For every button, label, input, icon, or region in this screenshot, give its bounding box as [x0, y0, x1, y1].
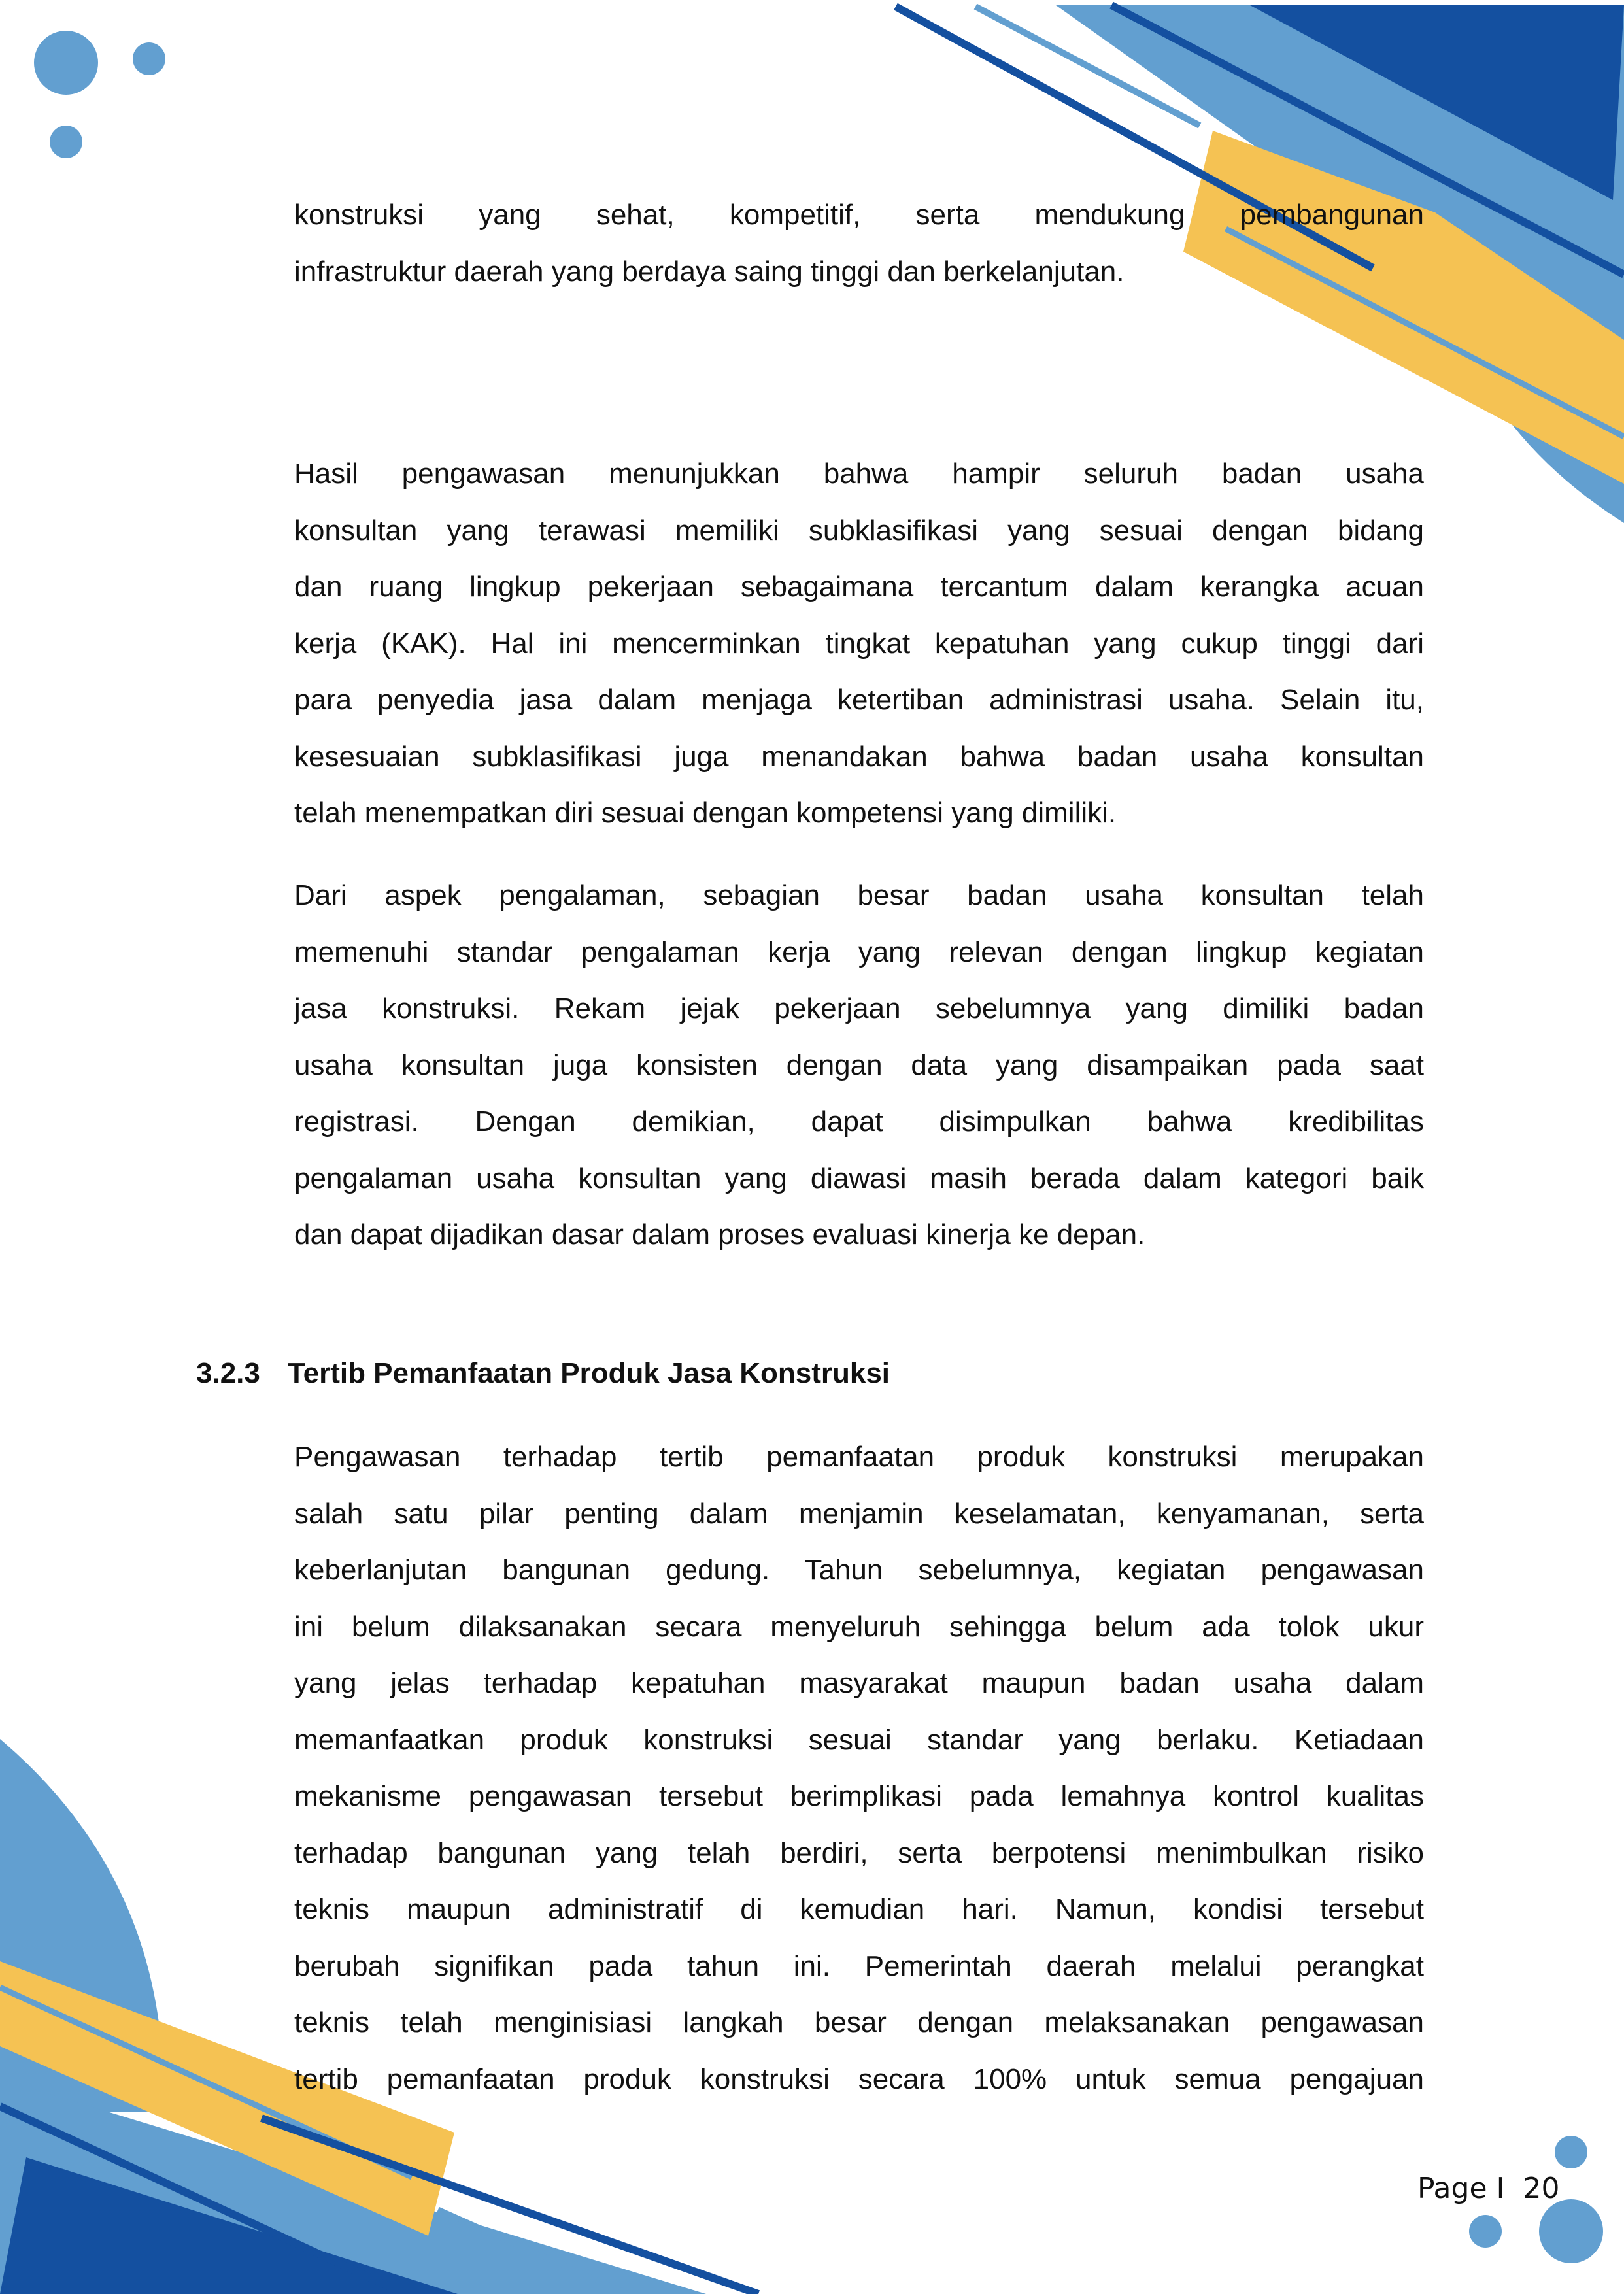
text-line: teknis maupun administratif di kemudian hari. Namun, kondisi tersebut — [294, 1893, 1424, 1925]
decor-dot — [34, 31, 98, 95]
paragraph-pengalaman — [294, 868, 1424, 1264]
paragraph-intro-continuation — [294, 187, 1424, 300]
section-title: Tertib Pemanfaatan Produk Jasa Konstruksi — [288, 1357, 890, 1389]
text-line: yang jelas terhadap kepatuhan masyarakat maupun badan usaha dalam — [294, 1667, 1424, 1699]
decor-dot — [1555, 2136, 1587, 2168]
decor-dot — [50, 126, 82, 158]
text-line: teknis telah menginisiasi langkah besar dengan melaksanakan pengawasan — [294, 2006, 1424, 2038]
text-line: keberlanjutan bangunan gedung. Tahun sebelumnya, kegiatan pengawasan — [294, 1554, 1424, 1586]
text-line: para penyedia jasa dalam menjaga ketertiban administrasi usaha. Selain itu, — [294, 684, 1424, 716]
text-line: Pengawasan terhadap tertib pemanfaatan produk konstruksi merupakan — [294, 1441, 1424, 1473]
text-line: jasa konstruksi. Rekam jejak pekerjaan sebelumnya yang dimiliki badan — [294, 992, 1424, 1024]
text-line: Hasil pengawasan menunjukkan bahwa hampir seluruh badan usaha — [294, 458, 1424, 490]
text-line: dan dapat dijadikan dasar dalam proses evaluasi kinerja ke depan. — [294, 1219, 1145, 1251]
text-line: terhadap bangunan yang telah berdiri, serta berpotensi menimbulkan risiko — [294, 1836, 1424, 1869]
text-line: ini belum dilaksanakan secara menyeluruh sehingga belum ada tolok ukur — [294, 1610, 1424, 1643]
text-line: mekanisme pengawasan tersebut berimplikasi pada lemahnya kontrol kualitas — [294, 1780, 1424, 1812]
page-number: Page I 20 — [1417, 2172, 1560, 2205]
text-line: telah menempatkan diri sesuai dengan kompetensi yang dimiliki. — [294, 797, 1117, 829]
paragraph-pemanfaatan — [294, 1429, 1424, 2108]
text-line: kesesuaian subklasifikasi juga menandakan bahwa badan usaha konsultan — [294, 740, 1424, 773]
text-line: Dari aspek pengalaman, sebagian besar badan usaha konsultan telah — [294, 879, 1424, 911]
section-heading — [196, 1345, 890, 1402]
text-line: dan ruang lingkup pekerjaan sebagaimana tercantum dalam kerangka acuan — [294, 571, 1424, 603]
text-line: tertib pemanfaatan produk konstruksi secara 100% untuk semua pengajuan — [294, 2063, 1424, 2095]
text-line: berubah signifikan pada tahun ini. Pemerintah daerah melalui perangkat — [294, 1949, 1424, 1982]
text-line: pengalaman usaha konsultan yang diawasi masih berada dalam kategori baik — [294, 1162, 1424, 1194]
text-line: infrastruktur daerah yang berdaya saing tinggi dan berkelanjutan. — [294, 255, 1125, 288]
paragraph-subklasifikasi — [294, 446, 1424, 842]
section-number: 3.2.3 — [196, 1357, 260, 1389]
text-line: memanfaatkan produk konstruksi sesuai standar yang berlaku. Ketiadaan — [294, 1723, 1424, 1756]
text-line: usaha konsultan juga konsisten dengan data yang disampaikan pada saat — [294, 1049, 1424, 1081]
text-line: salah satu pilar penting dalam menjamin keselamatan, kenyamanan, serta — [294, 1497, 1424, 1530]
text-line: memenuhi standar pengalaman kerja yang relevan dengan lingkup kegiatan — [294, 936, 1424, 968]
text-line: registrasi. Dengan demikian, dapat disimpulkan bahwa kredibilitas — [294, 1105, 1424, 1138]
decor-dot — [1539, 2199, 1603, 2263]
decor-dot — [133, 42, 165, 75]
text-line: konsultan yang terawasi memiliki subklasifikasi yang sesuai dengan bidang — [294, 514, 1424, 547]
text-line: kerja (KAK). Hal ini mencerminkan tingkat kepatuhan yang cukup tinggi dari — [294, 627, 1424, 660]
text-line: konstruksi yang sehat, kompetitif, serta mendukung pembangunan — [294, 199, 1424, 231]
decor-dot — [1469, 2215, 1502, 2248]
